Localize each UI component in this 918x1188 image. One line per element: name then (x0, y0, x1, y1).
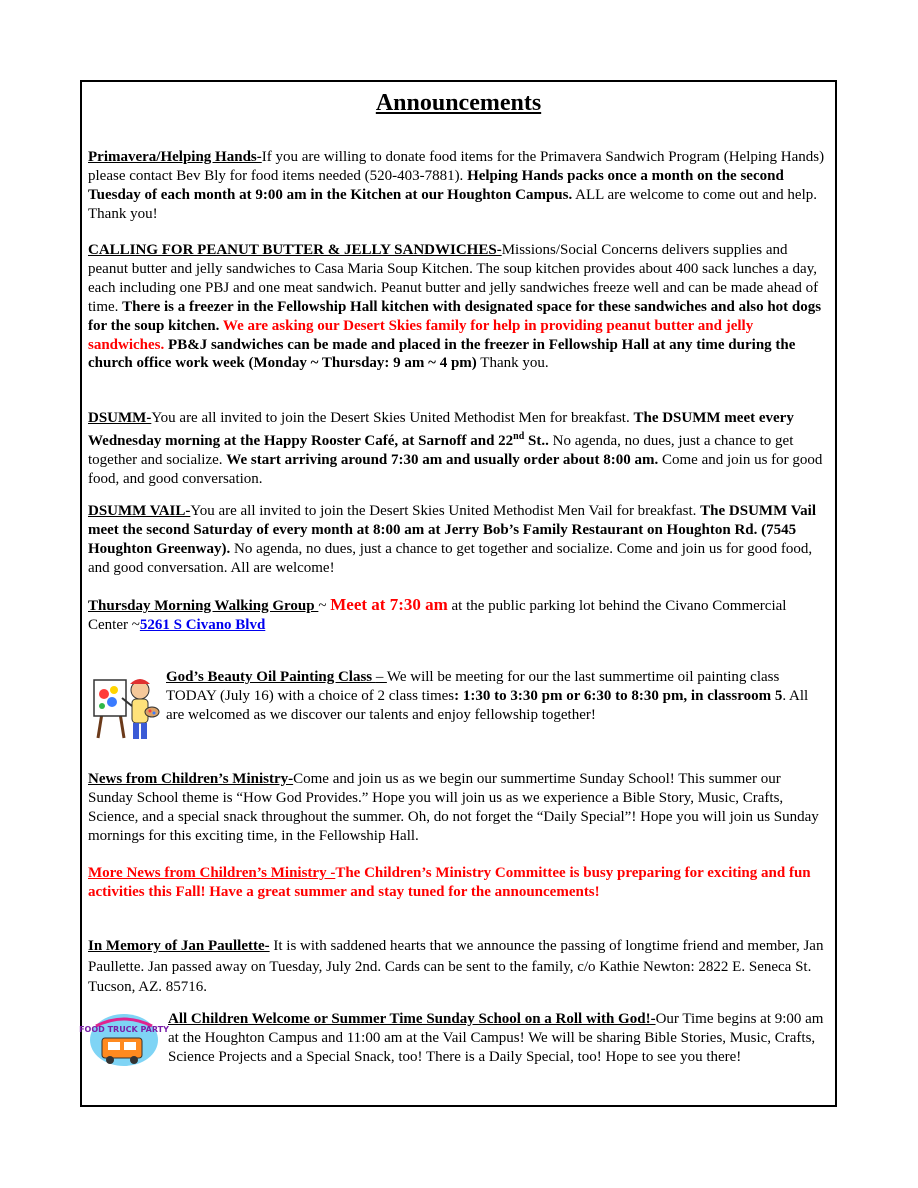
dsumm-vail-paragraph (88, 502, 829, 578)
dsumm-vail-bold: The DSUMM Vail meet the second Saturday of every month at 8:00 am at Jerry Bob’s Family Restaurant on Houghton Rd. (7545 Houghton Greenway). (88, 503, 817, 557)
children-title: News from Children’s Ministry- (88, 771, 294, 787)
section-painting (88, 668, 829, 748)
pbj-text-end: Thank you. (476, 355, 549, 372)
dsumm-title: DSUMM- (88, 410, 152, 426)
food-truck-logo-text: FOOD TRUCK PARTY (79, 1025, 169, 1034)
walking-tilde: ~ (318, 598, 331, 614)
primavera-bold: Helping Hands packs once a month on the second Tuesday of each month at 9:00 am in the Kitchen at our Houghton Campus. (88, 167, 784, 203)
children-paragraph (88, 770, 829, 846)
more-children-title: More News from Children’s Ministry - (88, 865, 336, 881)
painting-times: : 1:30 to 3:30 pm or 6:30 to 8:30 pm, in classroom 5 (454, 687, 783, 704)
memory-text: It is with saddened hearts that we announce the passing of longtime friend and member, Jan Paullette. Jan passed away on Tuesday, July 2nd. Cards can be sent to the family, c/o Kathie Newton: 2822 E. Seneca St. Tucson, AZ. 85716. (88, 938, 824, 995)
walking-meet-time: Meet at 7:30 am (330, 595, 448, 614)
painting-title: God’s Beauty Oil Painting Class (166, 669, 376, 685)
memory-paragraph (88, 936, 829, 998)
dsumm-text-end: Come and join us for good food, and good conversation. (88, 451, 823, 487)
section-summer-school (79, 1010, 829, 1070)
dsumm-paragraph (88, 409, 829, 489)
primavera-text: If you are willing to donate food items for the Primavera Sandwich Program (Helping Hands) please contact Bev Bly for food items needed (520-403-7881). (88, 149, 825, 184)
dsumm-bold-2: St.. (524, 432, 549, 449)
pbj-text: Missions/Social Concerns delivers supplies and peanut butter and jelly sandwiches to Casa Maria Soup Kitchen. The soup kitchen provides about 400 sack lunches a day, each including one PBJ and one meat sandwich. Peanut butter and jelly sandwiches freeze well and can be made ahead of time. (88, 242, 819, 315)
section-pbj (88, 241, 829, 373)
walking-text: at the public parking lot behind the Civano Commercial Center ~ (88, 598, 787, 633)
food-truck-logo (79, 1010, 169, 1070)
announcements-frame (80, 80, 837, 1107)
memory-title: In Memory of Jan Paullette- (88, 938, 270, 954)
painting-text-end: . All are welcomed as we discover our talents and enjoy fellowship together! (166, 687, 809, 723)
page-title: Announcements (375, 90, 542, 116)
section-children (88, 770, 829, 846)
pbj-title: CALLING FOR PEANUT BUTTER & JELLY SANDWICHES- (88, 242, 502, 258)
dsumm-sup: nd (513, 430, 525, 442)
section-more-children (88, 864, 829, 902)
dsumm-vail-text: You are all invited to join the Desert Skies United Methodist Men Vail for breakfast. (190, 503, 701, 519)
walking-paragraph (88, 596, 829, 635)
painting-dash: – (375, 669, 387, 685)
section-primavera (88, 148, 829, 224)
pbj-bold-2: PB&J sandwiches can be made and placed in the freezer in Fellowship Hall at any time during the church office work week (Monday ~ Thursday: 9 am ~ 4 pm) (88, 336, 796, 372)
section-dsumm-vail (88, 502, 829, 578)
walking-title: Thursday Morning Walking Group (88, 598, 319, 614)
dsumm-bold-3: We start arriving around 7:30 am and usually order about 8:00 am. (226, 451, 659, 468)
summer-school-title: All Children Welcome or Summer Time Sunday School on a Roll with God!- (168, 1011, 656, 1027)
section-memory (88, 936, 829, 998)
dsumm-text: You are all invited to join the Desert Skies United Methodist Men for breakfast. (151, 410, 634, 426)
primavera-text-end: ALL are welcome to come out and help. Thank you! (88, 186, 817, 222)
pbj-paragraph (88, 241, 829, 373)
pbj-red: We are asking our Desert Skies family for help in providing peanut butter and jelly sandwiches. (88, 317, 754, 353)
more-children-text: The Children’s Ministry Committee is busy preparing for exciting and fun activities this Fall! Have a great summer and stay tuned for the announcements! (88, 865, 811, 900)
primavera-title: Primavera/Helping Hands- (88, 149, 262, 165)
primavera-paragraph (88, 148, 829, 224)
children-text: Come and join us as we begin our summertime Sunday School! This summer our Sunday School theme is “How God Provides.” Hope you will join us as we experience a Bible Story, Music, Crafts, Science, and a special snack throughout the summer. Oh, do not forget the “Daily Special”! Hope you will join us Sunday mornings for this exciting time, in the Fellowship Hall. (88, 771, 819, 844)
dsumm-bold: The DSUMM meet every Wednesday morning at the Happy Rooster Café, at Sarnoff and 22 (88, 410, 794, 449)
painting-paragraph (166, 668, 829, 725)
summer-school-paragraph (168, 1010, 829, 1067)
dsumm-vail-title: DSUMM VAIL- (88, 503, 191, 519)
dsumm-text-2: No agenda, no dues, just a chance to get together and socialize. (88, 432, 794, 468)
painting-text: We will be meeting for our the last summertime oil painting class TODAY (July 16) with a choice of 2 class times (166, 669, 780, 704)
dsumm-vail-text-end: No agenda, no dues, just a chance to get together and socialize. Come and join us for good food, and good conversation. All are welcome! (88, 540, 813, 576)
painter-clipart-icon (88, 668, 166, 748)
more-children-paragraph (88, 864, 829, 902)
civano-address-link[interactable]: 5261 S Civano Blvd (139, 616, 266, 633)
section-dsumm (88, 409, 829, 489)
announcements-content (79, 88, 829, 1065)
pbj-bold: There is a freezer in the Fellowship Hall kitchen with designated space for these sandwiches and also hot dogs for the soup kitchen. (88, 298, 822, 334)
section-walking (88, 596, 829, 635)
summer-school-text: Our Time begins at 9:00 am at the Houghton Campus and 11:00 am at the Vail Campus! We will be sharing Bible Stories, Music, Crafts, Science Projects and a Special Snack, too! There is a Daily Special, too! Hope to see you there! (168, 1011, 824, 1065)
